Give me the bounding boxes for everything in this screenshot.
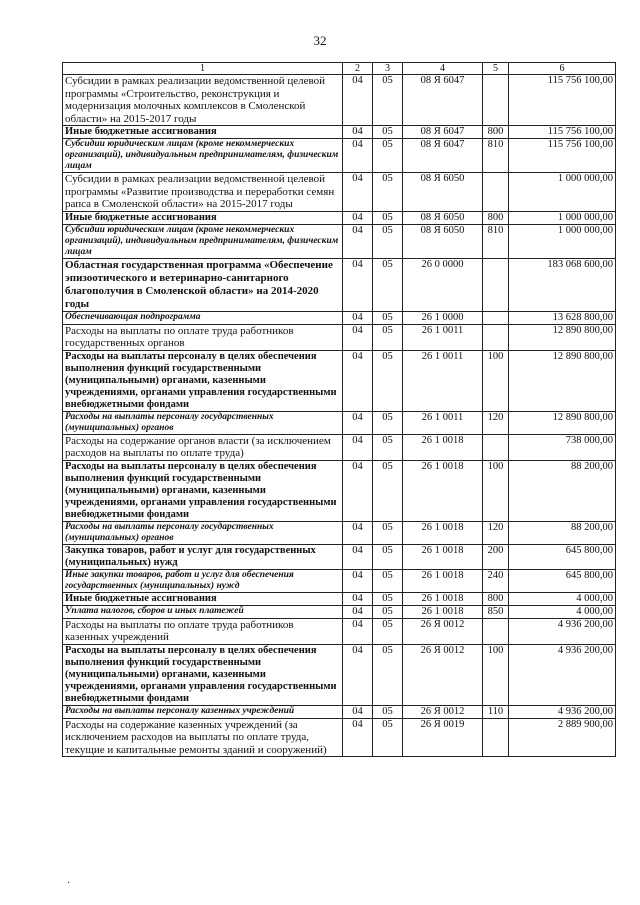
amount-cell: 1 000 000,00 xyxy=(509,211,616,224)
section-code-cell: 04 xyxy=(343,324,373,350)
amount-cell: 2 889 900,00 xyxy=(509,718,616,757)
amount-cell: 12 890 800,00 xyxy=(509,411,616,434)
table-row xyxy=(63,544,616,569)
section-code-cell: 04 xyxy=(343,139,373,173)
table-row xyxy=(63,605,616,618)
amount-cell: 4 936 200,00 xyxy=(509,644,616,705)
amount-cell: 115 756 100,00 xyxy=(509,75,616,126)
table-row xyxy=(63,460,616,521)
table-row xyxy=(63,311,616,324)
amount-cell: 12 890 800,00 xyxy=(509,324,616,350)
table-row xyxy=(63,211,616,224)
amount-cell: 738 000,00 xyxy=(509,434,616,460)
row-name-cell: Иные бюджетные ассигнования xyxy=(63,126,343,139)
section-code-cell: 04 xyxy=(343,126,373,139)
expense-type-cell: 120 xyxy=(483,411,509,434)
target-article-cell: 26 1 0018 xyxy=(403,544,483,569)
table-row xyxy=(63,569,616,592)
target-article-cell: 26 1 0018 xyxy=(403,434,483,460)
row-name-cell: Иные бюджетные ассигнования xyxy=(63,211,343,224)
target-article-cell: 08 Я 6047 xyxy=(403,139,483,173)
row-name-cell: Расходы на содержание органов власти (за исключением расходов на выплаты по оплате труда) xyxy=(63,434,343,460)
column-header: 1 xyxy=(63,63,343,75)
expense-type-cell xyxy=(483,173,509,212)
section-code-cell: 04 xyxy=(343,605,373,618)
target-article-cell: 26 1 0018 xyxy=(403,569,483,592)
subsection-code-cell: 05 xyxy=(373,139,403,173)
amount-cell: 4 000,00 xyxy=(509,592,616,605)
target-article-cell: 08 Я 6047 xyxy=(403,75,483,126)
subsection-code-cell: 05 xyxy=(373,521,403,544)
amount-cell: 4 000,00 xyxy=(509,605,616,618)
amount-cell: 88 200,00 xyxy=(509,460,616,521)
subsection-code-cell: 05 xyxy=(373,173,403,212)
table-row xyxy=(63,75,616,126)
row-name-cell: Субсидии в рамках реализации ведомственной целевой программы «Развитие производства и переработки семян рапса в Смоленской области» на 2015-2017 годы xyxy=(63,173,343,212)
target-article-cell: 26 Я 0019 xyxy=(403,718,483,757)
expense-type-cell: 800 xyxy=(483,592,509,605)
table-row xyxy=(63,592,616,605)
target-article-cell: 26 Я 0012 xyxy=(403,644,483,705)
target-article-cell: 26 1 0011 xyxy=(403,350,483,411)
amount-cell: 183 068 600,00 xyxy=(509,258,616,311)
row-name-cell: Уплата налогов, сборов и иных платежей xyxy=(63,605,343,618)
column-header: 3 xyxy=(373,63,403,75)
expense-type-cell xyxy=(483,324,509,350)
subsection-code-cell: 05 xyxy=(373,75,403,126)
amount-cell: 4 936 200,00 xyxy=(509,705,616,718)
subsection-code-cell: 05 xyxy=(373,592,403,605)
table-row xyxy=(63,258,616,311)
table-row xyxy=(63,618,616,644)
row-name-cell: Расходы на выплаты по оплате труда работников государственных органов xyxy=(63,324,343,350)
amount-cell: 115 756 100,00 xyxy=(509,139,616,173)
expense-type-cell: 100 xyxy=(483,460,509,521)
table-row xyxy=(63,411,616,434)
expense-type-cell xyxy=(483,75,509,126)
table-row xyxy=(63,705,616,718)
expense-type-cell xyxy=(483,311,509,324)
section-code-cell: 04 xyxy=(343,224,373,258)
amount-cell: 115 756 100,00 xyxy=(509,126,616,139)
section-code-cell: 04 xyxy=(343,592,373,605)
expense-type-cell: 100 xyxy=(483,350,509,411)
subsection-code-cell: 05 xyxy=(373,460,403,521)
subsection-code-cell: 05 xyxy=(373,126,403,139)
expense-type-cell: 810 xyxy=(483,139,509,173)
row-name-cell: Расходы на выплаты персоналу государственных (муниципальных) органов xyxy=(63,521,343,544)
subsection-code-cell: 05 xyxy=(373,311,403,324)
amount-cell: 645 800,00 xyxy=(509,569,616,592)
column-header: 6 xyxy=(509,63,616,75)
row-name-cell: Расходы на выплаты по оплате труда работников казенных учреждений xyxy=(63,618,343,644)
section-code-cell: 04 xyxy=(343,718,373,757)
table-header-row xyxy=(63,63,616,75)
row-name-cell: Расходы на выплаты персоналу государственных (муниципальных) органов xyxy=(63,411,343,434)
subsection-code-cell: 05 xyxy=(373,350,403,411)
row-name-cell: Субсидии юридическим лицам (кроме некоммерческих организаций), индивидуальным предпринимателям, физическим лицам xyxy=(63,139,343,173)
target-article-cell: 26 1 0018 xyxy=(403,460,483,521)
expense-type-cell: 240 xyxy=(483,569,509,592)
subsection-code-cell: 05 xyxy=(373,224,403,258)
subsection-code-cell: 05 xyxy=(373,324,403,350)
target-article-cell: 26 1 0011 xyxy=(403,411,483,434)
subsection-code-cell: 05 xyxy=(373,705,403,718)
section-code-cell: 04 xyxy=(343,350,373,411)
column-header: 5 xyxy=(483,63,509,75)
column-header: 4 xyxy=(403,63,483,75)
row-name-cell: Расходы на содержание казенных учреждений (за исключением расходов на выплаты по оплате труда, текущие и капитальные ремонты зданий и сооружений) xyxy=(63,718,343,757)
row-name-cell: Расходы на выплаты персоналу казенных учреждений xyxy=(63,705,343,718)
target-article-cell: 26 Я 0012 xyxy=(403,705,483,718)
table-row xyxy=(63,139,616,173)
subsection-code-cell: 05 xyxy=(373,569,403,592)
target-article-cell: 08 Я 6050 xyxy=(403,173,483,212)
row-name-cell: Иные закупки товаров, работ и услуг для обеспечения государственных (муниципальных) нужд xyxy=(63,569,343,592)
section-code-cell: 04 xyxy=(343,460,373,521)
expense-type-cell: 100 xyxy=(483,644,509,705)
section-code-cell: 04 xyxy=(343,434,373,460)
table-row xyxy=(63,644,616,705)
expense-type-cell: 810 xyxy=(483,224,509,258)
section-code-cell: 04 xyxy=(343,569,373,592)
target-article-cell: 26 1 0011 xyxy=(403,324,483,350)
page-mark: · xyxy=(67,878,71,889)
row-name-cell: Субсидии юридическим лицам (кроме некоммерческих организаций), индивидуальным предпринимателям, физическим лицам xyxy=(63,224,343,258)
expense-type-cell: 800 xyxy=(483,126,509,139)
row-name-cell: Иные бюджетные ассигнования xyxy=(63,592,343,605)
column-header: 2 xyxy=(343,63,373,75)
row-name-cell: Расходы на выплаты персоналу в целях обеспечения выполнения функций государственными (муниципальными) органами, казенными учреждениями, органами управления государственными внебюджетными фондами xyxy=(63,460,343,521)
target-article-cell: 26 0 0000 xyxy=(403,258,483,311)
expense-type-cell xyxy=(483,618,509,644)
section-code-cell: 04 xyxy=(343,644,373,705)
section-code-cell: 04 xyxy=(343,521,373,544)
target-article-cell: 26 1 0018 xyxy=(403,605,483,618)
expense-type-cell xyxy=(483,258,509,311)
row-name-cell: Субсидии в рамках реализации ведомственной целевой программы «Строительство, реконструкция и модернизация молочных комплексов в Смоленской области» на 2015-2017 годы xyxy=(63,75,343,126)
table-row xyxy=(63,434,616,460)
amount-cell: 1 000 000,00 xyxy=(509,224,616,258)
section-code-cell: 04 xyxy=(343,544,373,569)
expense-type-cell: 200 xyxy=(483,544,509,569)
table-row xyxy=(63,350,616,411)
row-name-cell: Областная государственная программа «Обеспечение эпизоотического и ветеринарно-санитарного благополучия в Смоленской области» на 2014-2020 годы xyxy=(63,258,343,311)
target-article-cell: 08 Я 6050 xyxy=(403,211,483,224)
target-article-cell: 26 1 0018 xyxy=(403,521,483,544)
amount-cell: 645 800,00 xyxy=(509,544,616,569)
target-article-cell: 08 Я 6050 xyxy=(403,224,483,258)
expense-type-cell: 850 xyxy=(483,605,509,618)
row-name-cell: Закупка товаров, работ и услуг для государственных (муниципальных) нужд xyxy=(63,544,343,569)
section-code-cell: 04 xyxy=(343,311,373,324)
table-row xyxy=(63,126,616,139)
expense-type-cell xyxy=(483,718,509,757)
expense-type-cell: 800 xyxy=(483,211,509,224)
amount-cell: 13 628 800,00 xyxy=(509,311,616,324)
target-article-cell: 08 Я 6047 xyxy=(403,126,483,139)
row-name-cell: Расходы на выплаты персоналу в целях обеспечения выполнения функций государственными (муниципальными) органами, казенными учреждениями, органами управления государственными внебюджетными фондами xyxy=(63,644,343,705)
table-row xyxy=(63,224,616,258)
table-row xyxy=(63,173,616,212)
expense-type-cell: 110 xyxy=(483,705,509,718)
row-name-cell: Расходы на выплаты персоналу в целях обеспечения выполнения функций государственными (муниципальными) органами, казенными учреждениями, органами управления государственными внебюджетными фондами xyxy=(63,350,343,411)
page-number: 32 xyxy=(313,33,327,48)
table-row xyxy=(63,718,616,757)
amount-cell: 1 000 000,00 xyxy=(509,173,616,212)
table-row xyxy=(63,521,616,544)
target-article-cell: 26 Я 0012 xyxy=(403,618,483,644)
section-code-cell: 04 xyxy=(343,173,373,212)
expense-type-cell: 120 xyxy=(483,521,509,544)
section-code-cell: 04 xyxy=(343,618,373,644)
section-code-cell: 04 xyxy=(343,211,373,224)
subsection-code-cell: 05 xyxy=(373,411,403,434)
expense-type-cell xyxy=(483,434,509,460)
section-code-cell: 04 xyxy=(343,75,373,126)
subsection-code-cell: 05 xyxy=(373,544,403,569)
section-code-cell: 04 xyxy=(343,258,373,311)
amount-cell: 88 200,00 xyxy=(509,521,616,544)
subsection-code-cell: 05 xyxy=(373,618,403,644)
subsection-code-cell: 05 xyxy=(373,434,403,460)
section-code-cell: 04 xyxy=(343,705,373,718)
subsection-code-cell: 05 xyxy=(373,258,403,311)
subsection-code-cell: 05 xyxy=(373,605,403,618)
subsection-code-cell: 05 xyxy=(373,644,403,705)
subsection-code-cell: 05 xyxy=(373,211,403,224)
table-row xyxy=(63,324,616,350)
target-article-cell: 26 1 0000 xyxy=(403,311,483,324)
section-code-cell: 04 xyxy=(343,411,373,434)
amount-cell: 4 936 200,00 xyxy=(509,618,616,644)
amount-cell: 12 890 800,00 xyxy=(509,350,616,411)
row-name-cell: Обеспечивающая подпрограмма xyxy=(63,311,343,324)
subsection-code-cell: 05 xyxy=(373,718,403,757)
target-article-cell: 26 1 0018 xyxy=(403,592,483,605)
budget-table xyxy=(62,62,616,757)
